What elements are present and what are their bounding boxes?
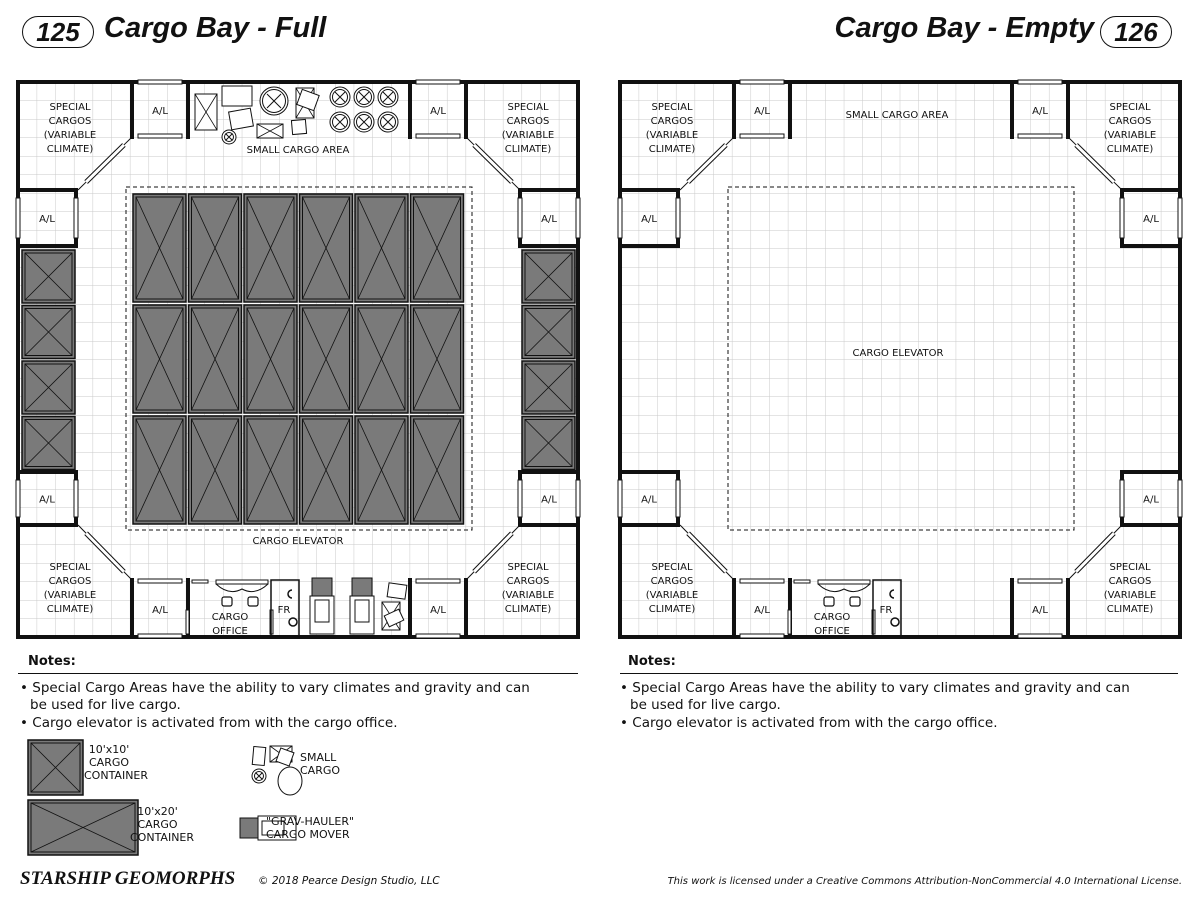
door[interactable] [676, 198, 680, 238]
legend-label-grav-hauler: "GRAV-HAULER" CARGO MOVER [266, 815, 355, 841]
note-item: • Cargo elevator is activated from with the cargo office. [620, 715, 998, 731]
door[interactable] [1018, 134, 1062, 138]
barrel [252, 769, 266, 783]
special-cargos-label: CLIMATE) [1106, 604, 1154, 615]
small-crate [252, 747, 266, 766]
hauler-cab [312, 578, 332, 596]
door[interactable] [1018, 80, 1062, 84]
special-cargos-label: CARGOS [506, 116, 550, 127]
special-cargos-label: CARGOS [1108, 576, 1152, 587]
crate-body [291, 119, 306, 134]
special-cargos-label: CLIMATE) [46, 144, 94, 155]
counter [192, 580, 208, 583]
brand-logo: STARSHIP GEOMORPHS [20, 868, 236, 889]
special-cargos-label: SPECIAL [651, 562, 693, 573]
airlock-label: A/L [541, 214, 557, 225]
special-cargos-label: CARGOS [650, 116, 694, 127]
notes-heading: Notes: [628, 654, 676, 669]
fresher-label: FR [277, 605, 291, 616]
note-item: be used for live cargo. [630, 697, 781, 713]
airlock-label: A/L [754, 605, 770, 616]
cargo-container [22, 417, 75, 470]
cargo-container [133, 305, 186, 413]
map-cargo-bay-empty [618, 80, 1182, 638]
barrel [260, 87, 288, 115]
cargo-container [355, 305, 408, 413]
crate-body [229, 108, 254, 130]
special-cargos-label: CLIMATE) [648, 604, 696, 615]
cargo-container [22, 361, 75, 414]
cargo-container [411, 305, 464, 413]
airlock-label: A/L [39, 494, 55, 506]
door[interactable] [186, 610, 189, 634]
small-crate [229, 108, 254, 130]
cargo-container [411, 416, 464, 524]
door[interactable] [416, 134, 460, 138]
airlock-label: A/L [1032, 605, 1048, 616]
airlock-label: A/L [641, 214, 657, 225]
door[interactable] [518, 480, 522, 517]
note-item: • Cargo elevator is activated from with the cargo office. [20, 715, 398, 731]
barrel [222, 130, 236, 144]
cargo-container [300, 194, 353, 302]
cargo-container [28, 740, 83, 795]
page-title: Cargo Bay - Empty [834, 12, 1094, 44]
special-cargos-label: (VARIABLE [1103, 130, 1157, 141]
cargo-container [244, 194, 297, 302]
cargo-office-label: OFFICE [814, 626, 850, 637]
barrel [378, 87, 398, 107]
hauler-cab [352, 578, 372, 596]
special-cargos-label: (VARIABLE [501, 130, 555, 141]
airlock-label: A/L [754, 106, 770, 117]
note-item: • Special Cargo Areas have the ability to vary climates and gravity and can [20, 680, 530, 696]
special-cargos-label: (VARIABLE [501, 590, 555, 601]
door[interactable] [138, 80, 182, 84]
map-cargo-bay-full [16, 80, 580, 638]
divider [18, 673, 578, 674]
door[interactable] [16, 198, 20, 238]
door[interactable] [138, 579, 182, 583]
door[interactable] [138, 634, 182, 638]
office-chair [824, 597, 834, 606]
cargo-container [522, 250, 575, 303]
cargo-office-label: CARGO [813, 612, 851, 623]
cargo-container [300, 305, 353, 413]
small-cargo-area-label: SMALL CARGO AREA [845, 110, 949, 121]
cargo-container [22, 250, 75, 303]
airlock-label: A/L [1143, 214, 1159, 225]
console [818, 580, 870, 584]
door[interactable] [1178, 198, 1182, 238]
note-item: • Special Cargo Areas have the ability to vary climates and gravity and can [620, 680, 1130, 696]
cargo-container [189, 194, 242, 302]
hauler-bed [350, 596, 374, 634]
notes-heading: Notes: [28, 654, 76, 669]
airlock-label: A/L [430, 106, 446, 117]
cargo-container [133, 416, 186, 524]
door[interactable] [1120, 480, 1124, 517]
crate-body [252, 747, 266, 766]
copyright: © 2018 Pearce Design Studio, LLC [258, 875, 440, 887]
special-cargos-label: CLIMATE) [46, 604, 94, 615]
cargo-container [244, 305, 297, 413]
cargo-container [28, 800, 138, 855]
small-crate [387, 583, 407, 599]
special-cargos-label: CARGOS [650, 576, 694, 587]
door[interactable] [74, 198, 78, 238]
cargo-container [522, 306, 575, 359]
airlock-label: A/L [430, 605, 446, 616]
cargo-container [22, 306, 75, 359]
special-cargos-label: SPECIAL [651, 102, 693, 113]
special-cargos-label: CARGOS [506, 576, 550, 587]
barrel [378, 112, 398, 132]
cargo-container [189, 416, 242, 524]
barrel [330, 87, 350, 107]
door[interactable] [1018, 579, 1062, 583]
airlock-label: A/L [152, 106, 168, 117]
special-cargos-label: SPECIAL [507, 562, 549, 573]
cargo-container [300, 416, 353, 524]
cargo-container [522, 417, 575, 470]
grav-hauler-cargo-mover [310, 578, 334, 634]
door[interactable] [740, 634, 784, 638]
door[interactable] [416, 579, 460, 583]
small-cargo-area-label: SMALL CARGO AREA [246, 145, 350, 156]
airlock-label: A/L [39, 214, 55, 225]
door[interactable] [518, 198, 522, 238]
cargo-container [355, 194, 408, 302]
special-cargos-label: CARGOS [48, 576, 92, 587]
special-cargos-label: (VARIABLE [645, 590, 699, 601]
page-title: Cargo Bay - Full [104, 12, 327, 44]
fresher-label: FR [879, 605, 893, 616]
cargo-office-label: OFFICE [212, 626, 248, 637]
special-cargos-label: CLIMATE) [504, 144, 552, 155]
door[interactable] [740, 579, 784, 583]
small-crate [257, 124, 283, 138]
cargo-container [244, 416, 297, 524]
geomorph-number: 126 [1100, 16, 1172, 48]
office-chair [850, 597, 860, 606]
special-cargos-label: CARGOS [48, 116, 92, 127]
special-cargos-label: SPECIAL [49, 102, 91, 113]
special-cargos-label: (VARIABLE [43, 590, 97, 601]
cargo-container [355, 416, 408, 524]
grav-hauler-cargo-mover [350, 578, 374, 634]
special-cargos-label: SPECIAL [1109, 102, 1151, 113]
airlock-label: A/L [1032, 106, 1048, 117]
special-cargos-label: SPECIAL [1109, 562, 1151, 573]
small-crate [195, 94, 217, 130]
special-cargos-label: SPECIAL [507, 102, 549, 113]
counter [794, 580, 810, 583]
door[interactable] [740, 80, 784, 84]
special-cargos-label: CLIMATE) [648, 144, 696, 155]
barrel [354, 112, 374, 132]
barrel [354, 87, 374, 107]
geomorph-number: 125 [22, 16, 94, 48]
office-chair [222, 597, 232, 606]
door[interactable] [740, 134, 784, 138]
door[interactable] [576, 480, 580, 517]
legend-label-10x20: 10'x20' CARGO CONTAINER [130, 805, 195, 844]
cargo-elevator-label: CARGO ELEVATOR [852, 348, 944, 359]
door[interactable] [74, 480, 78, 517]
office-chair [248, 597, 258, 606]
door[interactable] [416, 634, 460, 638]
door[interactable] [138, 134, 182, 138]
hauler-bed [310, 596, 334, 634]
hauler-cab [240, 818, 258, 838]
door[interactable] [1178, 480, 1182, 517]
special-cargos-label: CARGOS [1108, 116, 1152, 127]
door[interactable] [1120, 198, 1124, 238]
legend-label-small-cargo: SMALL CARGO [300, 751, 341, 777]
console [216, 580, 268, 584]
special-cargos-label: CLIMATE) [504, 604, 552, 615]
door[interactable] [1018, 634, 1062, 638]
small-cargo-drum [278, 767, 302, 795]
small-crate [291, 119, 306, 134]
airlock-label: A/L [641, 494, 657, 506]
door[interactable] [16, 480, 20, 517]
small-crate [222, 86, 252, 106]
door[interactable] [576, 198, 580, 238]
special-cargos-label: (VARIABLE [1103, 590, 1157, 601]
special-cargos-label: (VARIABLE [43, 130, 97, 141]
cargo-container [522, 361, 575, 414]
door[interactable] [618, 480, 622, 517]
door[interactable] [416, 80, 460, 84]
special-cargos-label: SPECIAL [49, 562, 91, 573]
divider [620, 673, 1178, 674]
door[interactable] [618, 198, 622, 238]
cargo-office-label: CARGO [211, 612, 249, 623]
cargo-container [411, 194, 464, 302]
special-cargos-label: (VARIABLE [645, 130, 699, 141]
airlock-label: A/L [541, 494, 557, 506]
license-text: This work is licensed under a Creative Commons Attribution-NonCommercial 4.0 International License. [667, 876, 1182, 887]
barrel [330, 112, 350, 132]
legend-label-10x10: 10'x10' CARGO CONTAINER [84, 743, 149, 782]
door[interactable] [788, 610, 791, 634]
door[interactable] [676, 480, 680, 517]
note-item: be used for live cargo. [30, 697, 181, 713]
special-cargos-label: CLIMATE) [1106, 144, 1154, 155]
cargo-container [189, 305, 242, 413]
cargo-elevator-label: CARGO ELEVATOR [252, 536, 344, 547]
airlock-label: A/L [152, 605, 168, 616]
cargo-container [133, 194, 186, 302]
crate-body [387, 583, 407, 599]
airlock-label: A/L [1143, 494, 1159, 506]
crate-body [222, 86, 252, 106]
